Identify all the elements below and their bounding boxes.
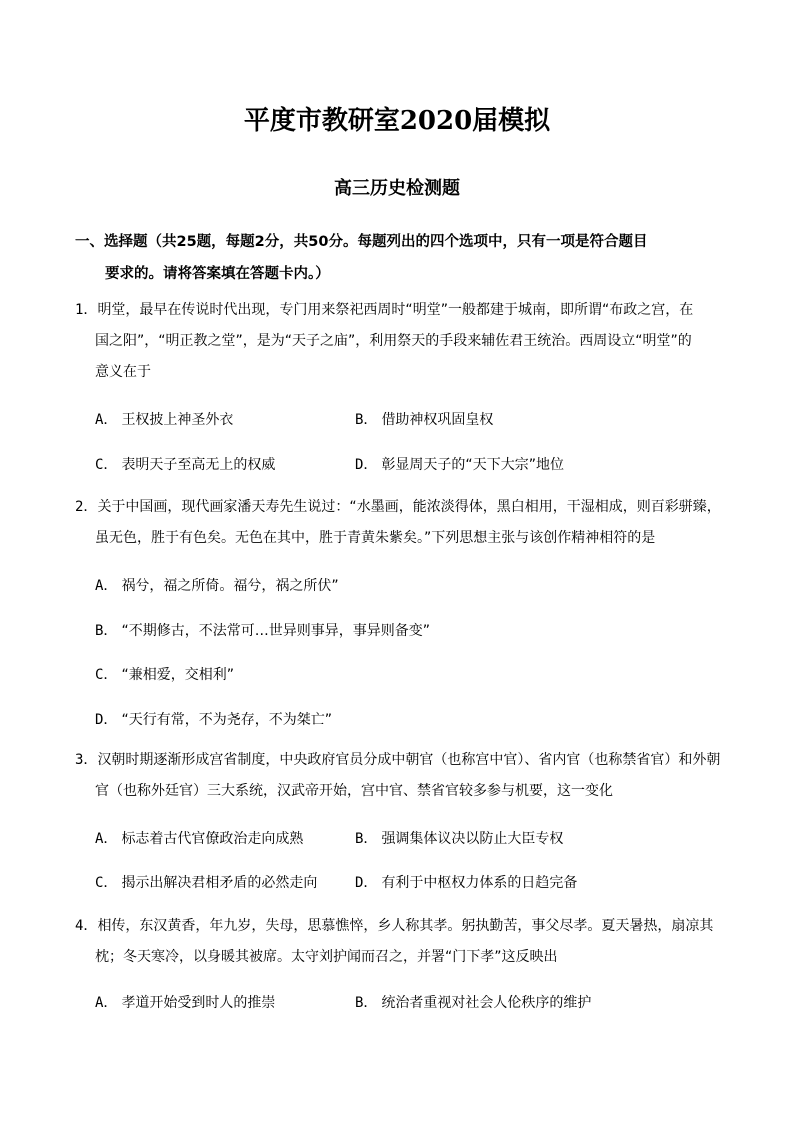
question-text-line: 关于中国画，现代画家潘天寿先生说过：“水墨画，能浓淡得体，黑白相用，干湿相成，则百彩骈臻，: [97, 499, 721, 515]
option-text: 揭示出解决君相矛盾的必然走向: [121, 875, 318, 891]
option-letter: B．: [355, 995, 378, 1011]
option-letter: D．: [355, 457, 378, 473]
question-number: 2．: [75, 499, 98, 515]
option-letter: A．: [95, 412, 118, 428]
question-text-line: 相传，东汉黄香，年九岁，失母，思慕憔悴，乡人称其孝。躬执勤苦，事父尽孝。夏天暑热，扇凉其: [97, 918, 714, 934]
question-text-line: 汉朝时期逐渐形成宫省制度，中央政府官员分成中朝官（也称宫中官）、省内官（也称禁省官）和外朝: [97, 752, 721, 768]
question-text-line: 虽无色，胜于有色矣。无色在其中，胜于青黄朱紫矣。”下列思想主张与该创作精神相符的是: [95, 530, 656, 546]
question-4: [75, 911, 725, 973]
option-letter: B．: [355, 412, 378, 428]
option-text: 标志着古代官僚政治走向成熟: [121, 831, 304, 847]
option-letter: A．: [95, 831, 118, 847]
question-number: 4．: [75, 918, 98, 934]
option-text: 孝道开始受到时人的推崇: [121, 995, 276, 1011]
option-letter: A．: [95, 578, 118, 594]
question-4-option-b[interactable]: [355, 992, 591, 1012]
question-2-option-b[interactable]: [95, 620, 430, 640]
option-letter: B．: [95, 623, 118, 639]
option-letter: C．: [95, 457, 118, 473]
question-text-line: 明堂，最早在传说时代出现，专门用来祭祀西周时“明堂”一般都建于城南，即所谓“布政之宫，在: [97, 302, 694, 318]
section-heading-line-2: 要求的。请将答案填在答题卡内。）: [105, 266, 330, 282]
question-text-line: 国之阳”，“明正教之堂”，是为“天子之庙”，利用祭天的手段来辅佐君王统治。西周设立“明堂”的: [95, 333, 692, 349]
option-text: 有利于中枢权力体系的日趋完备: [381, 875, 578, 891]
option-text: 统治者重视对社会人伦秩序的维护: [381, 995, 592, 1011]
option-text: “天行有常，不为尧存，不为桀亡”: [121, 712, 332, 728]
question-1-option-a[interactable]: [95, 409, 233, 429]
question-3-option-a[interactable]: [95, 828, 303, 848]
question-3-option-c[interactable]: [95, 872, 317, 892]
question-4-option-a[interactable]: [95, 992, 275, 1012]
question-2-option-c[interactable]: [95, 664, 234, 684]
question-number: 1．: [75, 302, 98, 318]
question-2-option-d[interactable]: [95, 709, 332, 729]
exam-title: 平度市教研室2020届模拟: [243, 106, 551, 136]
question-3: [75, 745, 725, 807]
option-text: 王权披上神圣外衣: [121, 412, 234, 428]
option-letter: D．: [355, 875, 378, 891]
option-text: 彰显周天子的“天下大宗”地位: [381, 457, 564, 473]
question-3-option-b[interactable]: [355, 828, 563, 848]
option-text: 借助神权巩固皇权: [381, 412, 494, 428]
option-letter: B．: [355, 831, 378, 847]
question-1: [75, 295, 725, 388]
question-1-option-c[interactable]: [95, 454, 275, 474]
question-text-line: 枕；冬天寒冷，以身暖其被席。太守刘护闻而召之，并署“门下孝”这反映出: [95, 949, 558, 965]
question-1-option-d[interactable]: [355, 454, 564, 474]
question-number: 3．: [75, 752, 98, 768]
question-text-line: 官（也称外廷官）三大系统，汉武帝开始，宫中官、禁省官较多参与机要，这一变化: [95, 783, 613, 799]
question-3-option-d[interactable]: [355, 872, 577, 892]
option-text: 强调集体议决以防止大臣专权: [381, 831, 564, 847]
option-letter: C．: [95, 667, 118, 683]
question-text-line: 意义在于: [95, 364, 151, 380]
exam-subtitle: 高三历史检测题: [334, 178, 460, 199]
question-1-option-b[interactable]: [355, 409, 493, 429]
option-text: 表明天子至高无上的权威: [121, 457, 276, 473]
option-letter: C．: [95, 875, 118, 891]
option-letter: D．: [95, 712, 118, 728]
question-2: [75, 492, 725, 554]
question-2-option-a[interactable]: [95, 575, 339, 595]
option-text: 祸兮，福之所倚。福兮，祸之所伏”: [121, 578, 339, 594]
section-heading: [75, 226, 725, 290]
option-text: “兼相爱，交相利”: [121, 667, 234, 683]
option-letter: A．: [95, 995, 118, 1011]
option-text: “不期修古，不法常可…世异则事异，事异则备变”: [121, 623, 430, 639]
section-heading-line-1: 一、选择题（共25题，每题2分，共50分。每题列出的四个选项中，只有一项是符合题目: [75, 234, 648, 250]
